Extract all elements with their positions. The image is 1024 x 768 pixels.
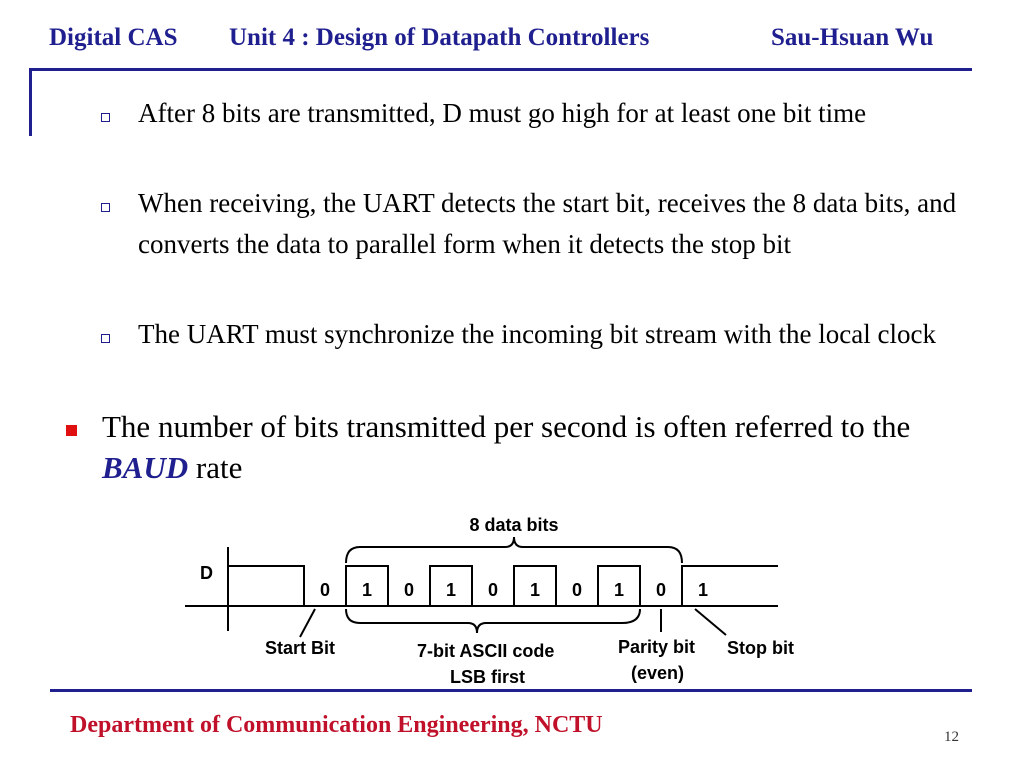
main-bullet-text-end: rate [195,450,243,485]
page-number: 12 [944,729,959,745]
data-bits-label: 8 data bits [469,515,559,535]
bit-value: 1 [361,580,373,600]
top-brace [346,537,682,563]
main-bullet-baud [102,406,962,488]
main-bullet-text: The number of bits transmitted per second is often referred to the [102,409,911,444]
uart-timing-diagram [180,505,820,690]
parity-even-label: (even) [631,663,685,683]
start-pointer [300,609,315,637]
bottom-brace [346,609,640,633]
signal-label: D [200,563,213,583]
signal-waveform [228,566,778,606]
header-author: Sau-Hsuan Wu [771,24,934,51]
sub-bullet-1: After 8 bits are transmitted, D must go high for at least one bit time [138,98,867,128]
stop-pointer [695,609,726,635]
header-unit-title: Unit 4 : Design of Datapath Controllers [229,24,650,51]
sub-bullet-3: The UART must synchronize the incoming bit stream with the local clock [138,319,936,349]
stop-bit-label: Stop bit [727,638,794,658]
start-bit-label: Start Bit [265,638,336,658]
bit-value: 1 [697,580,709,600]
footer-department: Department of Communication Engineering, NCTU [70,712,603,738]
ascii-code-label: 7-bit ASCII code [417,641,555,661]
bit-value: 1 [529,580,541,600]
lsb-first-label: LSB first [450,667,526,687]
bit-value: 0 [655,580,667,600]
bit-value: 0 [487,580,499,600]
bit-value: 0 [571,580,583,600]
footer-divider [50,689,972,692]
parity-bit-label: Parity bit [618,637,696,657]
square-bullet-icon [101,203,110,212]
square-bullet-icon [101,334,110,343]
header-course: Digital CAS [49,24,178,51]
bit-value: 1 [445,580,457,600]
header-divider [29,68,972,71]
header-side-rule [29,68,32,136]
sub-bullet-2: When receiving, the UART detects the start bit, receives the 8 data bits, and converts the data to parallel form when it detects the stop bit [138,188,957,259]
baud-term: BAUD [102,450,189,485]
square-bullet-icon [101,113,110,122]
bit-value: 0 [403,580,415,600]
bit-value: 0 [319,580,331,600]
filled-square-bullet-icon [66,425,77,436]
bit-value: 1 [613,580,625,600]
